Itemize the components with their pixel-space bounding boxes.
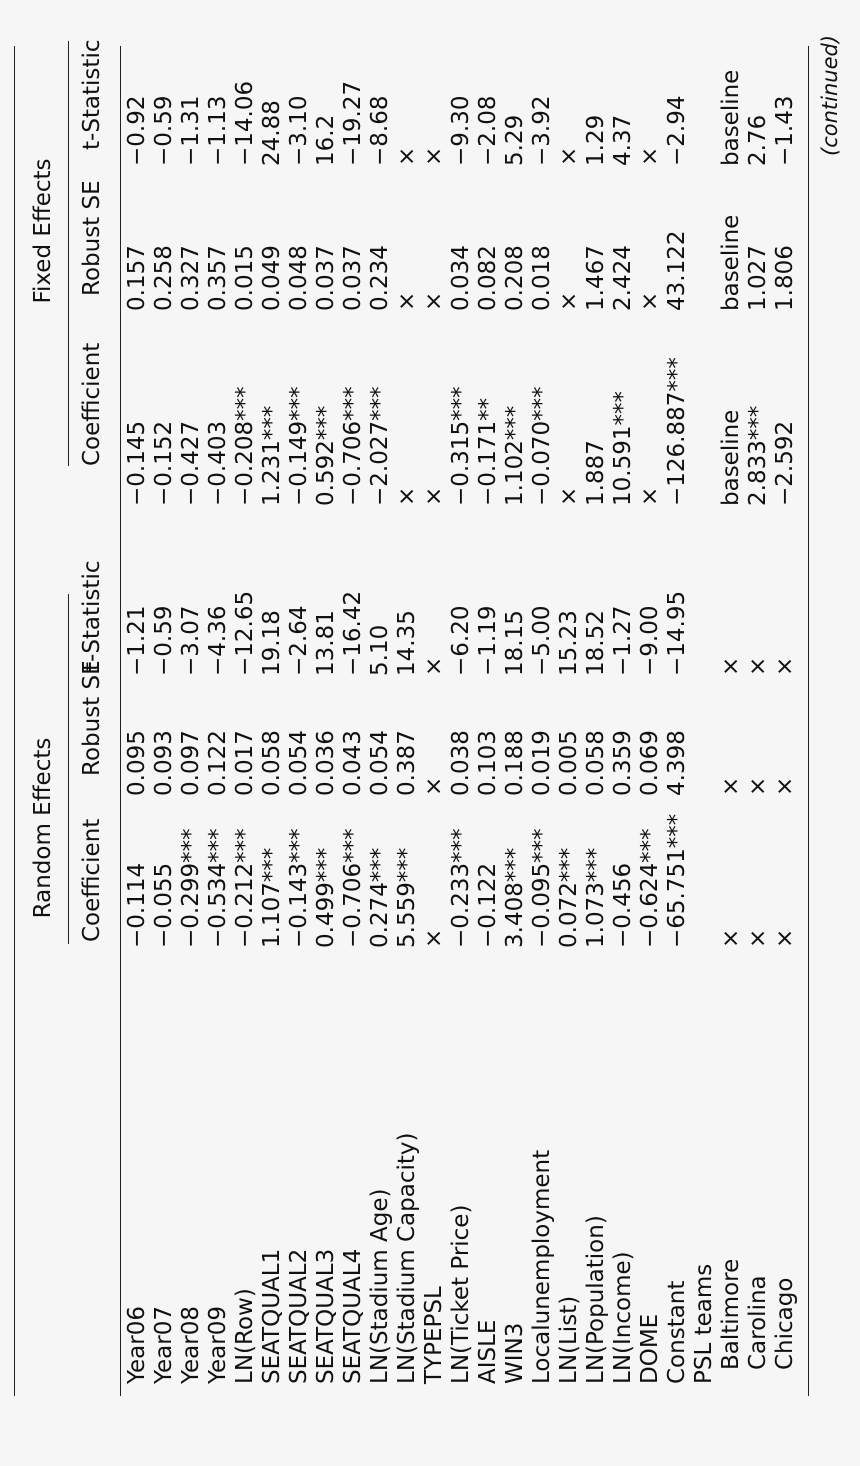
re-coefficient-cell: 0.072***: [556, 847, 582, 948]
re-coefficient-cell: −0.456: [610, 862, 636, 948]
fe-t-statistic-cell: −8.68: [367, 95, 393, 166]
fe-coefficient-cell: baseline: [718, 409, 744, 506]
re-t-statistic-cell: −0.59: [151, 605, 177, 676]
row-label: LN(Population): [583, 1215, 609, 1384]
fe-coefficient-header: Coefficient: [79, 342, 105, 466]
fe-robust-se-cell: ×: [421, 291, 447, 311]
re-t-statistic-cell: 18.15: [502, 610, 528, 676]
re-coefficient-cell: −0.624***: [637, 828, 663, 948]
fe-robust-se-cell: 0.048: [286, 245, 312, 311]
fe-t-statistic-cell: −3.10: [286, 95, 312, 166]
fe-robust-se-cell: 2.424: [610, 245, 636, 311]
fe-robust-se-cell: 0.082: [475, 245, 501, 311]
row-label: Constant: [664, 1280, 690, 1384]
re-robust-se-cell: 0.188: [502, 730, 528, 796]
fe-t-statistic-cell: ×: [637, 146, 663, 166]
re-coefficient-cell: 5.559***: [394, 847, 420, 948]
fixed-effects-rule: [68, 41, 69, 466]
fe-coefficient-cell: 10.591***: [610, 391, 636, 506]
row-label: LN(Stadium Age): [367, 1188, 393, 1384]
fe-t-statistic-cell: −1.13: [205, 95, 231, 166]
fe-t-statistic-cell: −1.43: [772, 95, 798, 166]
fe-coefficient-cell: 1.887: [583, 440, 609, 506]
fe-coefficient-cell: 2.833***: [745, 405, 771, 506]
re-robust-se-cell: 0.095: [124, 730, 150, 796]
re-robust-se-cell: ×: [718, 776, 744, 796]
fe-coefficient-cell: −0.315***: [448, 386, 474, 506]
re-robust-se-cell: 0.019: [529, 730, 555, 796]
re-coefficient-cell: −0.095***: [529, 828, 555, 948]
row-label: Year06: [124, 1306, 150, 1384]
fe-robust-se-cell: ×: [556, 291, 582, 311]
re-coefficient-cell: −0.706***: [340, 828, 366, 948]
fe-t-statistic-cell: 24.88: [259, 100, 285, 166]
re-t-statistic-cell: ×: [772, 656, 798, 676]
re-t-statistic-cell: 18.52: [583, 610, 609, 676]
re-robust-se-cell: 0.097: [178, 730, 204, 796]
row-label: SEATQUAL4: [340, 1248, 366, 1384]
fe-coefficient-cell: −2.027***: [367, 386, 393, 506]
re-robust-se-cell: 0.387: [394, 730, 420, 796]
bottom-rule: [808, 46, 809, 1396]
re-coefficient-cell: 1.073***: [583, 847, 609, 948]
fe-t-statistic-cell: 2.76: [745, 114, 771, 166]
re-coefficient-cell: −0.122: [475, 862, 501, 948]
fe-t-statistic-cell: −14.06: [232, 80, 258, 166]
re-t-statistic-cell: 5.10: [367, 624, 393, 676]
re-coefficient-cell: −0.534***: [205, 828, 231, 948]
re-coefficient-cell: −0.143***: [286, 828, 312, 948]
re-robust-se-cell: 0.058: [259, 730, 285, 796]
re-robust-se-cell: 0.058: [583, 730, 609, 796]
fe-robust-se-cell: 0.208: [502, 245, 528, 311]
random-effects-title: Random Effects: [30, 737, 56, 919]
fe-robust-se-cell: 0.327: [178, 245, 204, 311]
row-label: Year07: [151, 1306, 177, 1384]
re-coefficient-cell: −0.299***: [178, 828, 204, 948]
row-label: AISLE: [475, 1319, 501, 1384]
row-label: PSL teams: [691, 1263, 717, 1384]
re-robust-se-cell: 4.398: [664, 730, 690, 796]
fe-t-statistic-cell: −0.59: [151, 95, 177, 166]
re-robust-se-cell: 0.005: [556, 730, 582, 796]
fe-robust-se-header: Robust SE: [79, 180, 105, 296]
fe-robust-se-cell: 1.027: [745, 245, 771, 311]
re-t-statistic-cell: −14.95: [664, 590, 690, 676]
fe-coefficient-cell: −2.592: [772, 420, 798, 506]
re-t-statistic-cell: −12.65: [232, 590, 258, 676]
fe-robust-se-cell: 1.467: [583, 245, 609, 311]
row-label: LN(Row): [232, 1288, 258, 1384]
re-t-statistic-cell: −1.19: [475, 605, 501, 676]
re-robust-se-cell: 0.054: [367, 730, 393, 796]
re-robust-se-cell: ×: [772, 776, 798, 796]
re-robust-se-cell: 0.017: [232, 730, 258, 796]
re-coefficient-header: Coefficient: [79, 818, 105, 942]
fe-robust-se-cell: 0.018: [529, 245, 555, 311]
fe-t-statistic-cell: −1.31: [178, 95, 204, 166]
fe-robust-se-cell: 0.037: [340, 245, 366, 311]
fe-coefficient-cell: ×: [637, 486, 663, 506]
fe-t-statistic-cell: ×: [394, 146, 420, 166]
re-t-statistic-cell: −4.36: [205, 605, 231, 676]
re-robust-se-cell: 0.054: [286, 730, 312, 796]
fe-coefficient-cell: −0.706***: [340, 386, 366, 506]
row-label: Carolina: [745, 1275, 771, 1370]
fe-robust-se-cell: 1.806: [772, 245, 798, 311]
fe-coefficient-cell: 0.592***: [313, 405, 339, 506]
re-coefficient-cell: 3.408***: [502, 847, 528, 948]
fixed-effects-title: Fixed Effects: [30, 158, 56, 304]
re-robust-se-cell: 0.036: [313, 730, 339, 796]
re-robust-se-cell: 0.122: [205, 730, 231, 796]
re-t-statistic-cell: 13.81: [313, 610, 339, 676]
re-t-statistic-cell: 15.23: [556, 610, 582, 676]
fe-robust-se-cell: 0.049: [259, 245, 285, 311]
row-label: Year09: [205, 1306, 231, 1384]
row-label: SEATQUAL3: [313, 1248, 339, 1384]
re-robust-se-cell: 0.093: [151, 730, 177, 796]
top-rule: [14, 46, 15, 1396]
re-t-statistic-cell: −5.00: [529, 605, 555, 676]
row-label: LN(List): [556, 1295, 582, 1384]
fe-robust-se-cell: 0.357: [205, 245, 231, 311]
fe-t-statistic-cell: −2.94: [664, 95, 690, 166]
re-robust-se-cell: ×: [421, 776, 447, 796]
fe-coefficient-cell: ×: [556, 486, 582, 506]
row-label: Year08: [178, 1306, 204, 1384]
row-label: TYPEPSL: [421, 1286, 447, 1384]
fe-robust-se-cell: ×: [394, 291, 420, 311]
fe-t-statistic-cell: −3.92: [529, 95, 555, 166]
fe-t-statistic-cell: −19.27: [340, 80, 366, 166]
fe-t-statistic-cell: 16.2: [313, 114, 339, 166]
fe-t-statistic-cell: baseline: [718, 69, 744, 166]
fe-robust-se-cell: 43.122: [664, 230, 690, 311]
re-coefficient-cell: −0.212***: [232, 828, 258, 948]
fe-robust-se-cell: baseline: [718, 214, 744, 311]
fe-t-statistic-cell: ×: [556, 146, 582, 166]
row-label: WIN3: [502, 1322, 528, 1384]
re-t-statistic-cell: −2.64: [286, 605, 312, 676]
re-t-statistic-cell: −1.21: [124, 605, 150, 676]
fe-t-statistic-cell: −9.30: [448, 95, 474, 166]
fe-coefficient-cell: ×: [421, 486, 447, 506]
fe-t-statistic-cell: −2.08: [475, 95, 501, 166]
fe-t-statistic-cell: 4.37: [610, 114, 636, 166]
re-robust-se-cell: ×: [745, 776, 771, 796]
re-robust-se-header: Robust SE: [79, 660, 105, 776]
fe-t-statistic-cell: ×: [421, 146, 447, 166]
fe-t-statistic-header: t-Statistic: [79, 39, 105, 150]
fe-t-statistic-cell: 1.29: [583, 114, 609, 166]
re-t-statistic-cell: −3.07: [178, 605, 204, 676]
fe-robust-se-cell: 0.037: [313, 245, 339, 311]
fe-coefficient-cell: 1.231***: [259, 405, 285, 506]
fe-coefficient-cell: −0.403: [205, 420, 231, 506]
fe-coefficient-cell: −0.070***: [529, 386, 555, 506]
fe-coefficient-cell: −0.208***: [232, 386, 258, 506]
re-coefficient-cell: −0.114: [124, 862, 150, 948]
fe-coefficient-cell: −0.145: [124, 420, 150, 506]
fe-coefficient-cell: −0.149***: [286, 386, 312, 506]
re-coefficient-cell: 0.274***: [367, 847, 393, 948]
fe-robust-se-cell: ×: [637, 291, 663, 311]
re-t-statistic-cell: −16.42: [340, 590, 366, 676]
fe-robust-se-cell: 0.258: [151, 245, 177, 311]
fe-coefficient-cell: −126.887***: [664, 357, 690, 506]
re-t-statistic-header: t-Statistic: [79, 560, 105, 671]
re-coefficient-cell: −0.233***: [448, 828, 474, 948]
row-label: DOME: [637, 1313, 663, 1384]
row-label: LN(Ticket Price): [448, 1204, 474, 1384]
row-label: Localunemployment: [529, 1149, 555, 1384]
row-label: LN(Stadium Capacity): [394, 1132, 420, 1384]
re-robust-se-cell: 0.038: [448, 730, 474, 796]
re-t-statistic-cell: −6.20: [448, 605, 474, 676]
re-coefficient-cell: ×: [718, 928, 744, 948]
re-t-statistic-cell: 19.18: [259, 610, 285, 676]
row-label: SEATQUAL2: [286, 1248, 312, 1384]
fe-robust-se-cell: 0.234: [367, 245, 393, 311]
re-t-statistic-cell: ×: [421, 656, 447, 676]
re-robust-se-cell: 0.103: [475, 730, 501, 796]
random-effects-rule: [68, 594, 69, 944]
re-t-statistic-cell: ×: [718, 656, 744, 676]
re-coefficient-cell: 0.499***: [313, 847, 339, 948]
re-coefficient-cell: 1.107***: [259, 847, 285, 948]
re-coefficient-cell: −65.751***: [664, 813, 690, 948]
re-robust-se-cell: 0.043: [340, 730, 366, 796]
re-coefficient-cell: ×: [421, 928, 447, 948]
fe-coefficient-cell: −0.152: [151, 420, 177, 506]
fe-coefficient-cell: −0.171**: [475, 397, 501, 506]
re-coefficient-cell: −0.055: [151, 862, 177, 948]
re-t-statistic-cell: 14.35: [394, 610, 420, 676]
row-label: Baltimore: [718, 1258, 744, 1370]
fe-coefficient-cell: ×: [394, 486, 420, 506]
re-robust-se-cell: 0.069: [637, 730, 663, 796]
row-label: Chicago: [772, 1277, 798, 1370]
fe-robust-se-cell: 0.015: [232, 245, 258, 311]
row-label: LN(Income): [610, 1251, 636, 1384]
continued-note: (continued): [818, 34, 842, 156]
fe-coefficient-cell: 1.102***: [502, 405, 528, 506]
re-coefficient-cell: ×: [772, 928, 798, 948]
re-robust-se-cell: 0.359: [610, 730, 636, 796]
fe-coefficient-cell: −0.427: [178, 420, 204, 506]
fe-t-statistic-cell: −0.92: [124, 95, 150, 166]
re-t-statistic-cell: −1.27: [610, 605, 636, 676]
re-t-statistic-cell: ×: [745, 656, 771, 676]
fe-t-statistic-cell: 5.29: [502, 114, 528, 166]
re-t-statistic-cell: −9.00: [637, 605, 663, 676]
fe-robust-se-cell: 0.157: [124, 245, 150, 311]
fe-robust-se-cell: 0.034: [448, 245, 474, 311]
row-label: SEATQUAL1: [259, 1248, 285, 1384]
header-rule: [120, 46, 121, 1396]
re-coefficient-cell: ×: [745, 928, 771, 948]
